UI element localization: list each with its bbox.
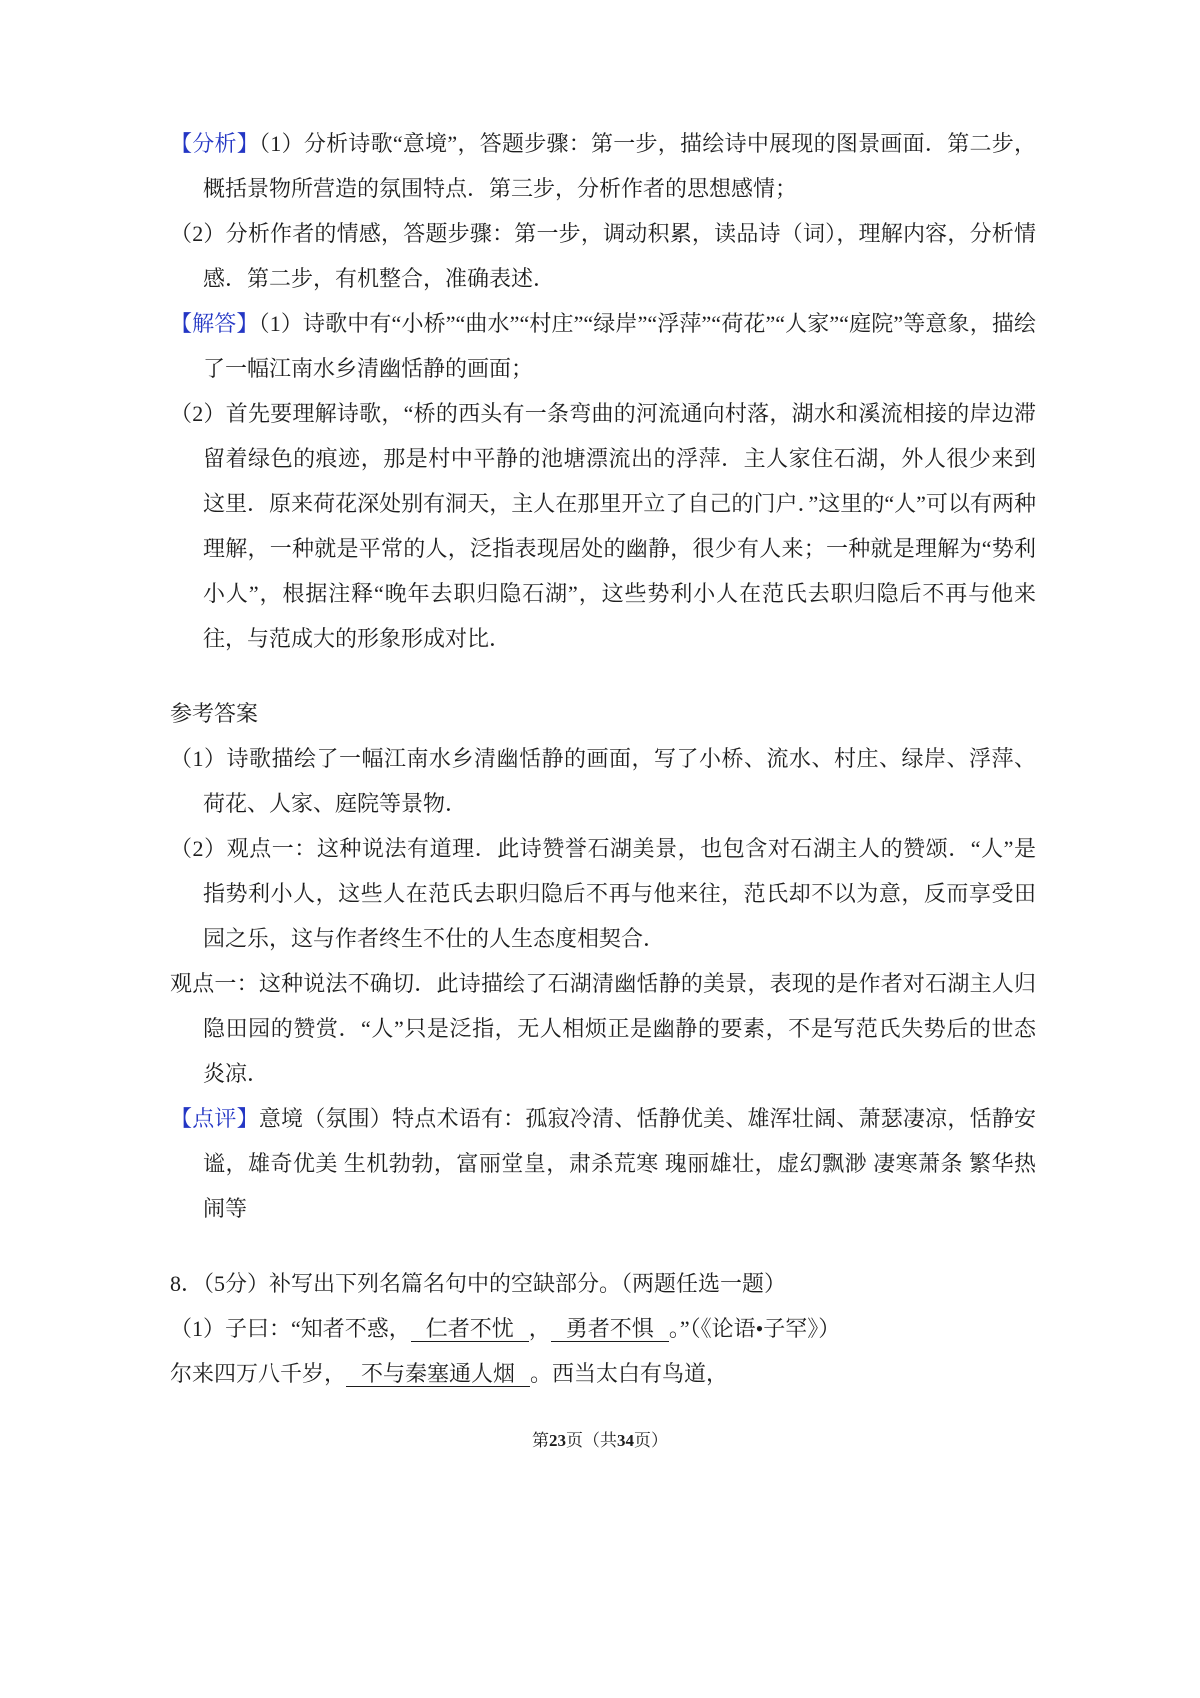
paragraph-answer-point-2 [170,391,1036,661]
text-run: 意境（氛围）特点术语有：孤寂冷清、恬静优美、雄浑壮阔、萧瑟凄凉，恬静安谧，雄奇优美 生机勃勃，富丽堂皇，肃杀荒寒 瑰丽雄壮，虚幻飘渺 凄寒萧条 繁华热闹等 [203,1106,1036,1221]
text-run: （2）首先要理解诗歌，“桥的西头有一条弯曲的河流通向村落，湖水和溪流相接的岸边滞留着绿色的痕迹，那是村中平静的池塘漂流出的浮萍．主人家住石湖，外人很少来到这里．原来荷花深处别有洞天，主人在那里开立了自己的门户．”这里的“人”可以有两种理解，一种就是平常的人，泛指表现居处的幽静，很少有人来；一种就是理解为“势利小人”，根据注释“晚年去职归隐石湖”，这些势利小人在范氏去职归隐后不再与他来往，与范成大的形象形成对比． [170,401,1036,651]
paragraph-question-8-item-1 [170,1306,1036,1351]
text-run: 页） [634,1431,668,1450]
paragraph-answer-point-1 [170,301,1036,391]
page-footer [0,1428,1200,1454]
fill-in-blank-answer: 仁者不忧 [411,1316,529,1342]
paragraph-reference-answer-1 [170,736,1036,826]
section-label: 【分析】 [170,131,260,156]
text-run: 第 [532,1431,549,1450]
text-run: （1）诗歌中有“小桥”“曲水”“村庄”“绿岸”“浮萍”“荷花”“人家”“庭院”等意象，描绘了一幅江南水乡清幽恬静的画面； [203,311,1036,381]
paragraph-question-8-item-1-line-2 [170,1351,1036,1396]
paragraph-reference-answer-2-view-2 [170,961,1036,1096]
text-run: 参考答案 [170,701,259,726]
fill-in-blank-answer: 勇者不惧 [551,1316,669,1342]
text-run: （1）分析诗歌“意境”，答题步骤：第一步，描绘诗中展现的图景画面．第二步，概括景物所营造的氛围特点．第三步，分析作者的思想感情； [203,131,1036,201]
text-run: （2）分析作者的情感，答题步骤：第一步，调动积累，读品诗（词），理解内容，分析情感．第二步，有机整合，准确表述． [170,221,1036,291]
section-label: 【解答】 [170,311,259,336]
paragraph-reference-answer-heading [170,691,1036,736]
text-run: （1）子曰：“知者不惑， [170,1316,411,1341]
text-run: 8．（5分）补写出下列名篇名句中的空缺部分。（两题任选一题） [170,1271,787,1296]
text-run: 。”（《论语•子罕》） [668,1316,841,1341]
document-content [170,121,1036,1396]
text-run: ， [528,1316,551,1341]
text-run: 尔来四万八千岁， [170,1361,347,1386]
text-run: （1）诗歌描绘了一幅江南水乡清幽恬静的画面，写了小桥、流水、村庄、绿岸、浮萍、荷花、人家、庭院等景物． [170,746,1036,816]
bold-text-run: 23 [549,1431,566,1450]
text-run: 。西当太白有鸟道， [530,1361,729,1386]
text-run: （2）观点一：这种说法有道理．此诗赞誉石湖美景，也包含对石湖主人的赞颂．“人”是指势利小人，这些人在范氏去职归隐后不再与他来往，范氏却不以为意，反而享受田园之乐，这与作者终生不仕的人生态度相契合． [170,836,1036,951]
paragraph-comment [170,1096,1036,1231]
paragraph-analysis-point-2 [170,211,1036,301]
paragraph-reference-answer-2-view-1 [170,826,1036,961]
section-label: 【点评】 [170,1106,259,1131]
bold-text-run: 34 [617,1431,634,1450]
paragraph-question-8-stem [170,1261,1036,1306]
paragraph-analysis-point-1 [170,121,1036,211]
text-run: 观点一：这种说法不确切．此诗描绘了石湖清幽恬静的美景，表现的是作者对石湖主人归隐田园的赞赏．“人”只是泛指，无人相烦正是幽静的要素，不是写范氏失势后的世态炎凉． [170,971,1036,1086]
fill-in-blank-answer: 不与秦塞通人烟 [346,1361,530,1387]
text-run: 页（共 [566,1431,617,1450]
